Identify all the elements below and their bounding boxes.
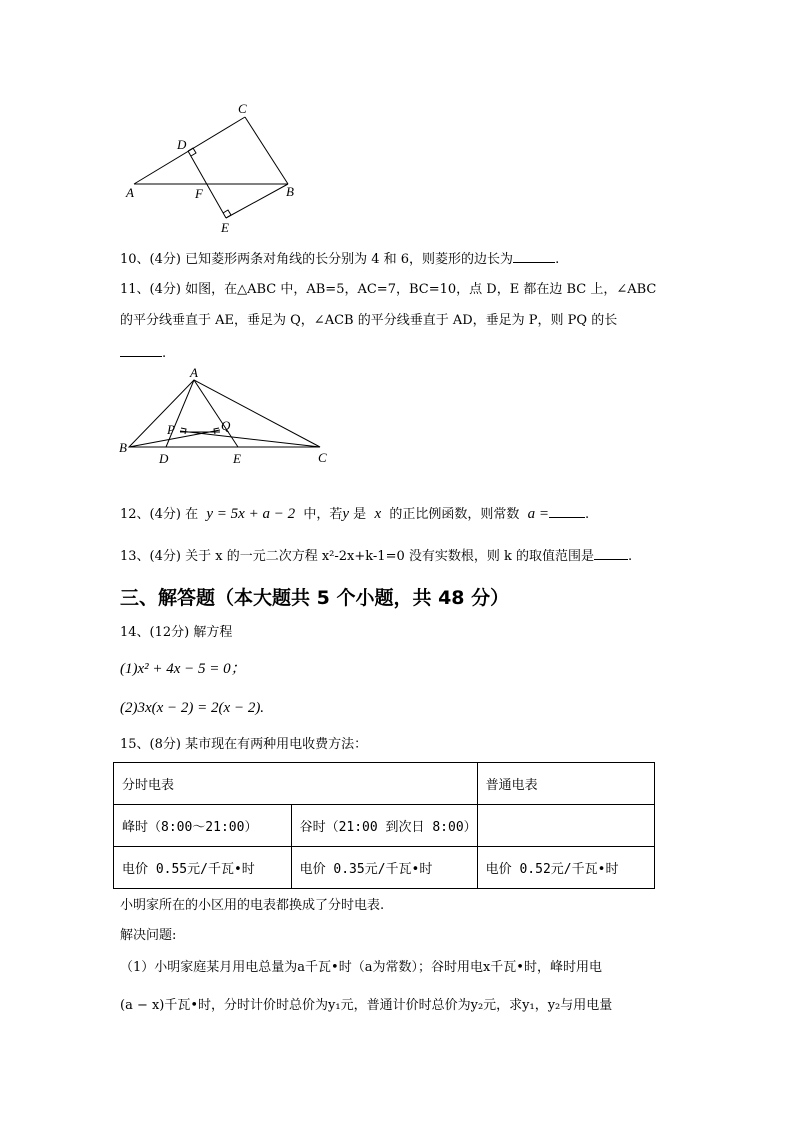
question-11-line1 [120,280,656,300]
label-B: B [286,184,294,199]
q11-end: . [162,346,167,361]
q13-answer-blank[interactable] [594,545,628,560]
q12-var-y: y [342,506,350,522]
bisector-C [180,431,320,447]
label-C: C [238,101,247,116]
label-E: E [233,451,241,466]
q10-prefix: 10、(4分) [120,252,181,267]
header-time-of-use-meter: 分时电表 [114,763,478,805]
header-normal-meter: 普通电表 [477,763,654,805]
table-row [114,763,655,805]
q12-end: . [585,507,590,522]
segment-BE [226,184,288,218]
question-13 [120,545,632,567]
question-11-line3 [120,342,166,364]
triangle-ABC [129,380,320,447]
q11-answer-blank[interactable] [120,342,162,357]
label-D: D [159,451,169,466]
q12-prefix: 12、(4分) [120,507,181,522]
q12-equation: y = 5x + a − 2 [206,506,296,522]
label-P: P [167,422,175,437]
q11-line1: 如图，在△ABC 中，AB=5，AC=7，BC=10，点 D，E 都在边 BC 上，∠ABC [185,282,657,297]
q12-text-4: 的正比例函数，则常数 [389,507,520,522]
question-12 [120,503,589,525]
q15-part1-line2: (a − x)千瓦•时，分时计价时总价为y₁元，普通计价时总价为y₂元，求y₁，y₂与用电量 [120,998,613,1013]
cell-price-peak: 电价 0.55元/千瓦•时 [114,847,292,889]
table-row [114,847,655,889]
cell-valley: 谷时（21:00 到次日 8:00） [291,805,477,847]
figure-triangle [115,366,340,492]
segment-CB [245,117,288,184]
q15-part1-line1: （1）小明家庭某月用电总量为a千瓦•时（a为常数）；谷时用电x千瓦•时，峰时用电 [120,960,602,975]
q12-text-2: 中，若 [303,507,343,522]
q14-equation-2: (2)3x(x − 2) = 2(x − 2). [120,700,265,716]
q15-solve-label: 解决问题: [120,928,177,943]
question-11-line2 [120,311,617,331]
q12-var-x: x [374,506,382,522]
label-F: F [195,186,203,201]
cell-empty [477,805,654,847]
q13-end: . [628,549,633,564]
q13-prefix: 13、(4分) [120,549,181,564]
q14-text: 解方程 [193,625,233,640]
q15-prefix: 15、(8分) [120,737,181,752]
section-title: 三、解答题（本大题共 5 个小题，共 48 分） [120,587,510,609]
label-Q: Q [221,418,231,433]
label-E: E [221,220,229,235]
q12-text-3: 是 [353,507,367,522]
figure-quadrilateral [120,98,310,238]
question-15 [120,735,367,755]
label-B: B [119,440,127,455]
cell-price-normal: 电价 0.52元/千瓦•时 [477,847,654,889]
q10-end: . [555,252,560,267]
fee-table [113,762,655,889]
label-A: A [190,366,198,380]
table-row [114,805,655,847]
q14-equation-1: (1)x² + 4x − 5 = 0； [120,661,246,677]
cell-price-valley: 电价 0.35元/千瓦•时 [291,847,477,889]
q11-line2: 的平分线垂直于 AE，垂足为 Q，∠ACB 的平分线垂直于 AD，垂足为 P，则 PQ 的长 [120,313,618,328]
question-10 [120,248,559,270]
q15-after-table: 小明家所在的小区用的电表都换成了分时电表. [120,898,385,913]
q14-prefix: 14、(12分) [120,625,190,640]
label-C: C [318,450,327,465]
q15-text: 某市现在有两种用电收费方法： [185,737,368,752]
q12-var-a: a = [527,506,550,522]
q11-prefix: 11、(4分) [120,282,181,297]
question-14 [120,623,232,643]
q12-answer-blank[interactable] [549,503,585,518]
q12-text-1: 在 [185,507,199,522]
label-A: A [126,185,134,200]
q10-answer-blank[interactable] [513,248,555,263]
cell-peak: 峰时（8:00～21:00） [114,805,292,847]
q10-text: 已知菱形两条对角线的长分别为 4 和 6，则菱形的边长为 [185,252,514,267]
q13-text: 关于 x 的一元二次方程 x²-2x+k-1=0 没有实数根，则 k 的取值范围是 [185,549,595,564]
label-D: D [177,137,187,152]
